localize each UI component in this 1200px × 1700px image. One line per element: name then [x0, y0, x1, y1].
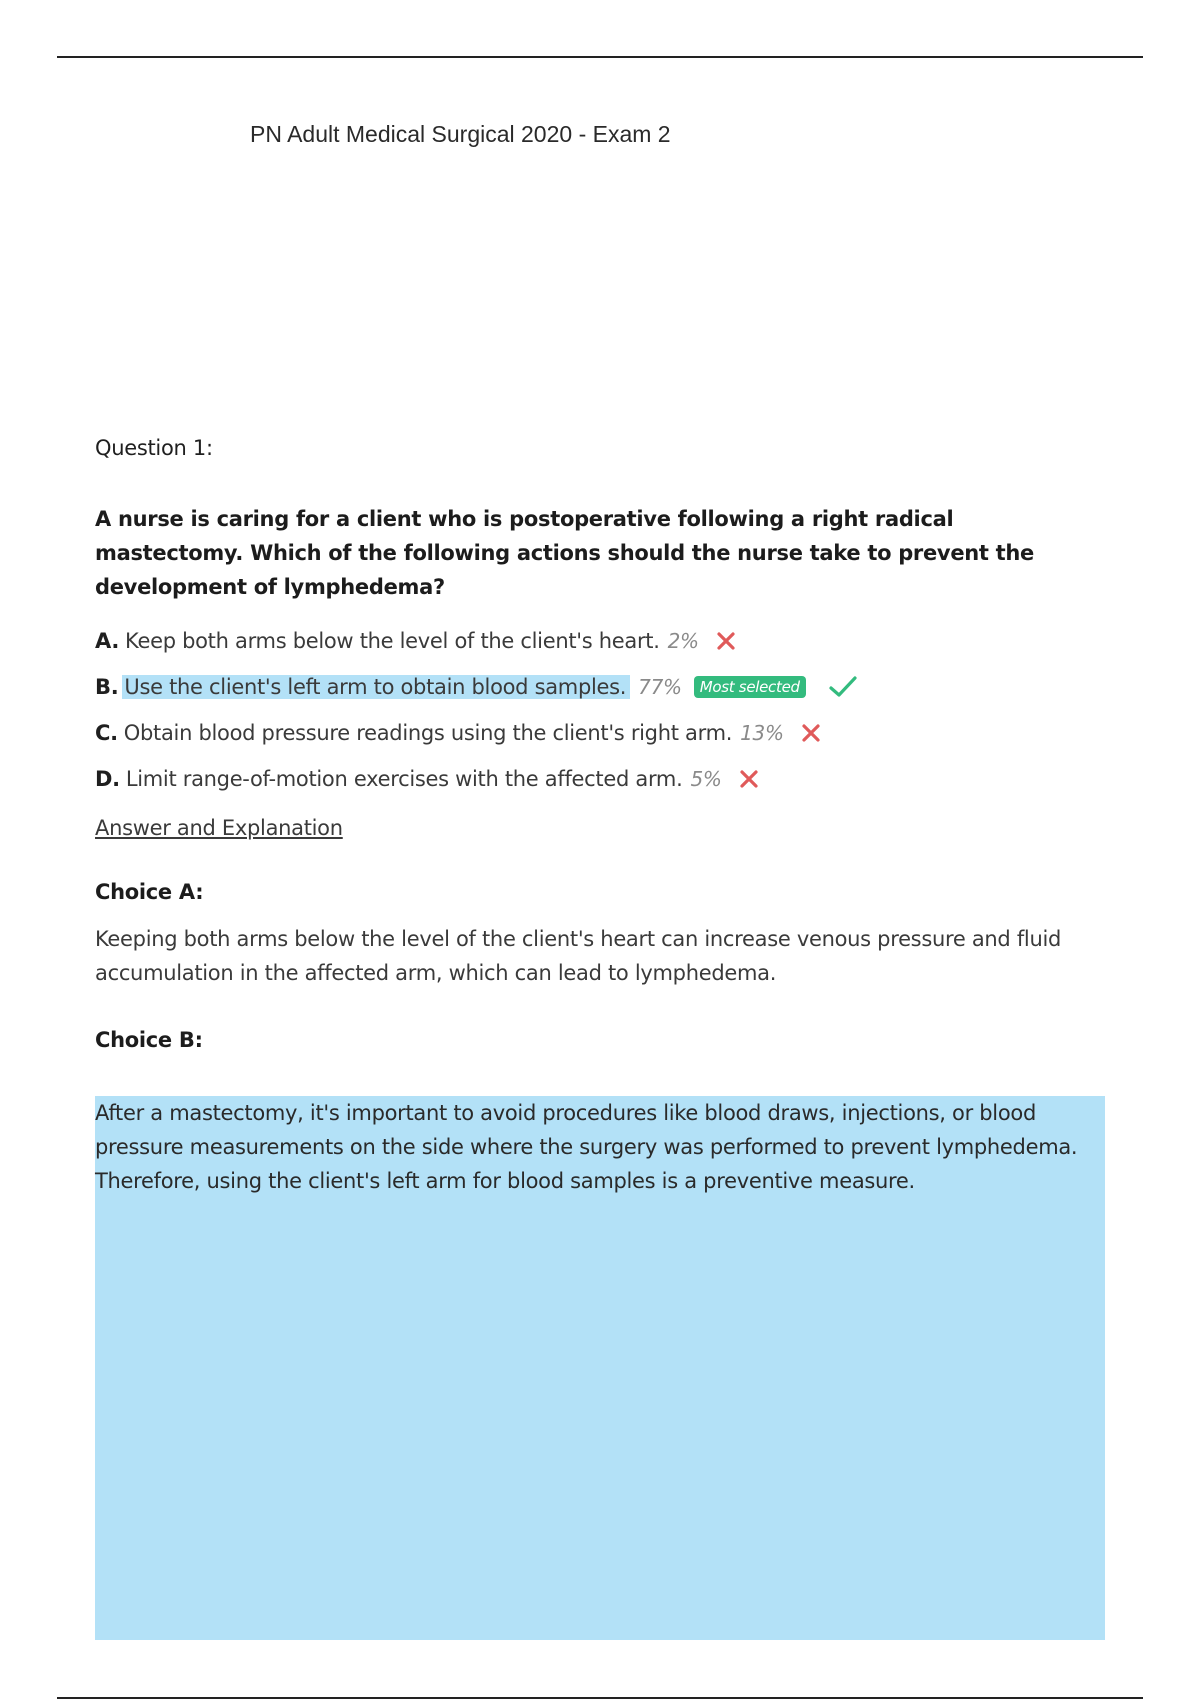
cross-icon — [800, 722, 822, 744]
option-letter: B. — [95, 675, 119, 699]
option-text: Use the client's left arm to obtain blood samples. — [122, 675, 630, 699]
option-text: Obtain blood pressure readings using the client's right arm. — [123, 721, 733, 745]
option-text: Limit range-of-motion exercises with the affected arm. — [125, 767, 683, 791]
cross-icon — [738, 768, 760, 790]
option-c[interactable] — [95, 710, 1105, 756]
question-content — [95, 436, 1105, 1052]
option-percent: 13% — [740, 721, 784, 745]
option-percent: 77% — [638, 675, 682, 699]
choice-b-highlight-block — [95, 1096, 1105, 1640]
cross-icon — [715, 630, 737, 652]
option-percent: 2% — [667, 629, 699, 653]
option-letter: A. — [95, 629, 120, 653]
answer-options — [95, 618, 1105, 802]
most-selected-badge: Most selected — [694, 676, 806, 698]
option-letter: C. — [95, 721, 118, 745]
top-divider — [57, 56, 1143, 58]
choice-b-explanation: After a mastectomy, it's important to avoid procedures like blood draws, injections, or blood pressure measurements on the side where the surgery was performed to prevent lymphedema. Therefore, using the client's left arm for blood samples is a preventive measure. — [95, 1101, 1078, 1193]
option-percent: 5% — [690, 767, 722, 791]
question-heading: Question 1: — [95, 436, 213, 460]
option-letter: D. — [95, 767, 120, 791]
question-stem: A nurse is caring for a client who is postoperative following a right radical mastectomy. Which of the following actions should the nurse take to prevent the development of lymphedema? — [95, 507, 1034, 599]
option-a[interactable] — [95, 618, 1105, 664]
option-text: Keep both arms below the level of the client's heart. — [125, 629, 660, 653]
choice-b-heading: Choice B: — [95, 1028, 203, 1052]
choice-a-heading: Choice A: — [95, 880, 204, 904]
bottom-divider — [57, 1697, 1143, 1699]
option-b[interactable] — [95, 664, 1105, 710]
choice-a-explanation: Keeping both arms below the level of the client's heart can increase venous pressure and fluid accumulation in the affected arm, which can lead to lymphedema. — [95, 927, 1062, 985]
option-d[interactable] — [95, 756, 1105, 802]
answer-explanation-link[interactable]: Answer and Explanation — [95, 816, 343, 840]
check-icon — [828, 674, 858, 700]
document-title: PN Adult Medical Surgical 2020 - Exam 2 — [250, 121, 671, 147]
